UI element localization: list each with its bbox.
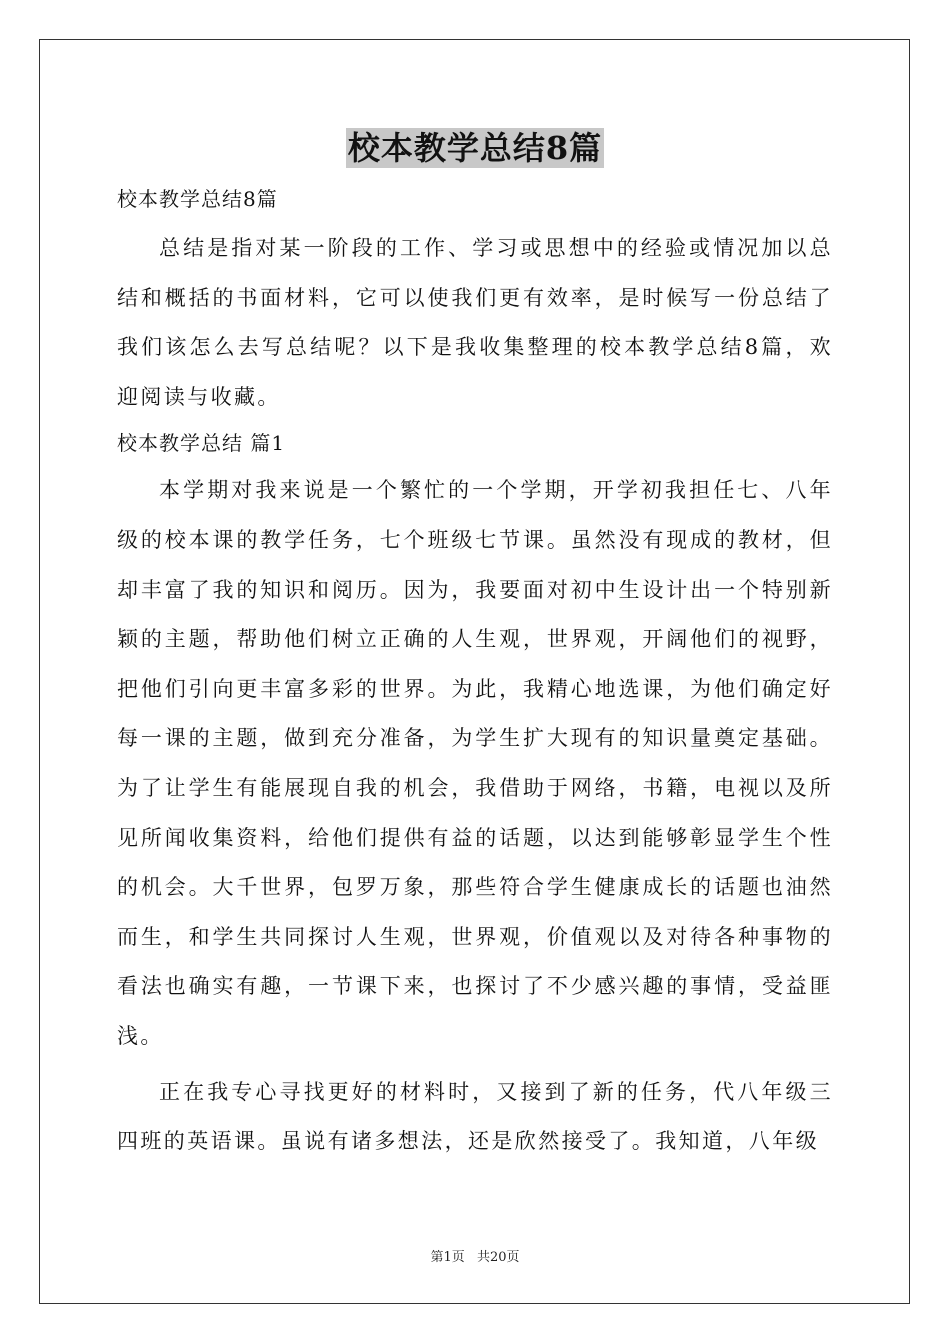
document-subtitle: 校本教学总结8篇 [117, 187, 278, 211]
page-number: 第1页 [430, 1250, 465, 1265]
body-paragraph-1: 本学期对我来说是一个繁忙的一个学期，开学初我担任七、八年级的校本课的教学任务，七个班级七节课。虽然没有现成的教材，但却丰富了我的知识和阅历。因为，我要面对初中生设计出一个特别新颖的主题，帮助他们树立正确的人生观，世界观，开阔他们的视野，把他们引向更丰富多彩的世界。为此，我精心地选课，为他们确定好每一课的主题，做到充分准备，为学生扩大现有的知识量奠定基础。为了让学生有能展现自我的机会，我借助于网络，书籍，电视以及所见所闻收集资料，给他们提供有益的话题，以达到能够彰显学生个性的机会。大千世界，包罗万象，那些符合学生健康成长的话题也油然而生，和学生共同探讨人生观，世界观，价值观以及对待各种事物的看法也确实有趣，一节课下来，也探讨了不少感兴趣的事情，受益匪浅。 [117, 478, 833, 1048]
document-title: 校本教学总结8篇 [347, 129, 603, 167]
page-total: 共20页 [476, 1250, 520, 1265]
document-body [117, 182, 833, 1167]
title-wrap [0, 128, 950, 168]
body-paragraph-2: 正在我专心寻找更好的材料时，又接到了新的任务，代八年级三四班的英语课。虽说有诸多想法，还是欣然接受了。我知道，八年级 [117, 1079, 833, 1154]
intro-paragraph: 总结是指对某一阶段的工作、学习或思想中的经验或情况加以总结和概括的书面材料，它可以使我们更有效率，是时候写一份总结了我们该怎么去写总结呢？以下是我收集整理的校本教学总结8篇，欢迎阅读与收藏。 [117, 236, 833, 409]
page-footer [0, 1248, 950, 1268]
section-heading: 校本教学总结 篇1 [117, 431, 286, 456]
